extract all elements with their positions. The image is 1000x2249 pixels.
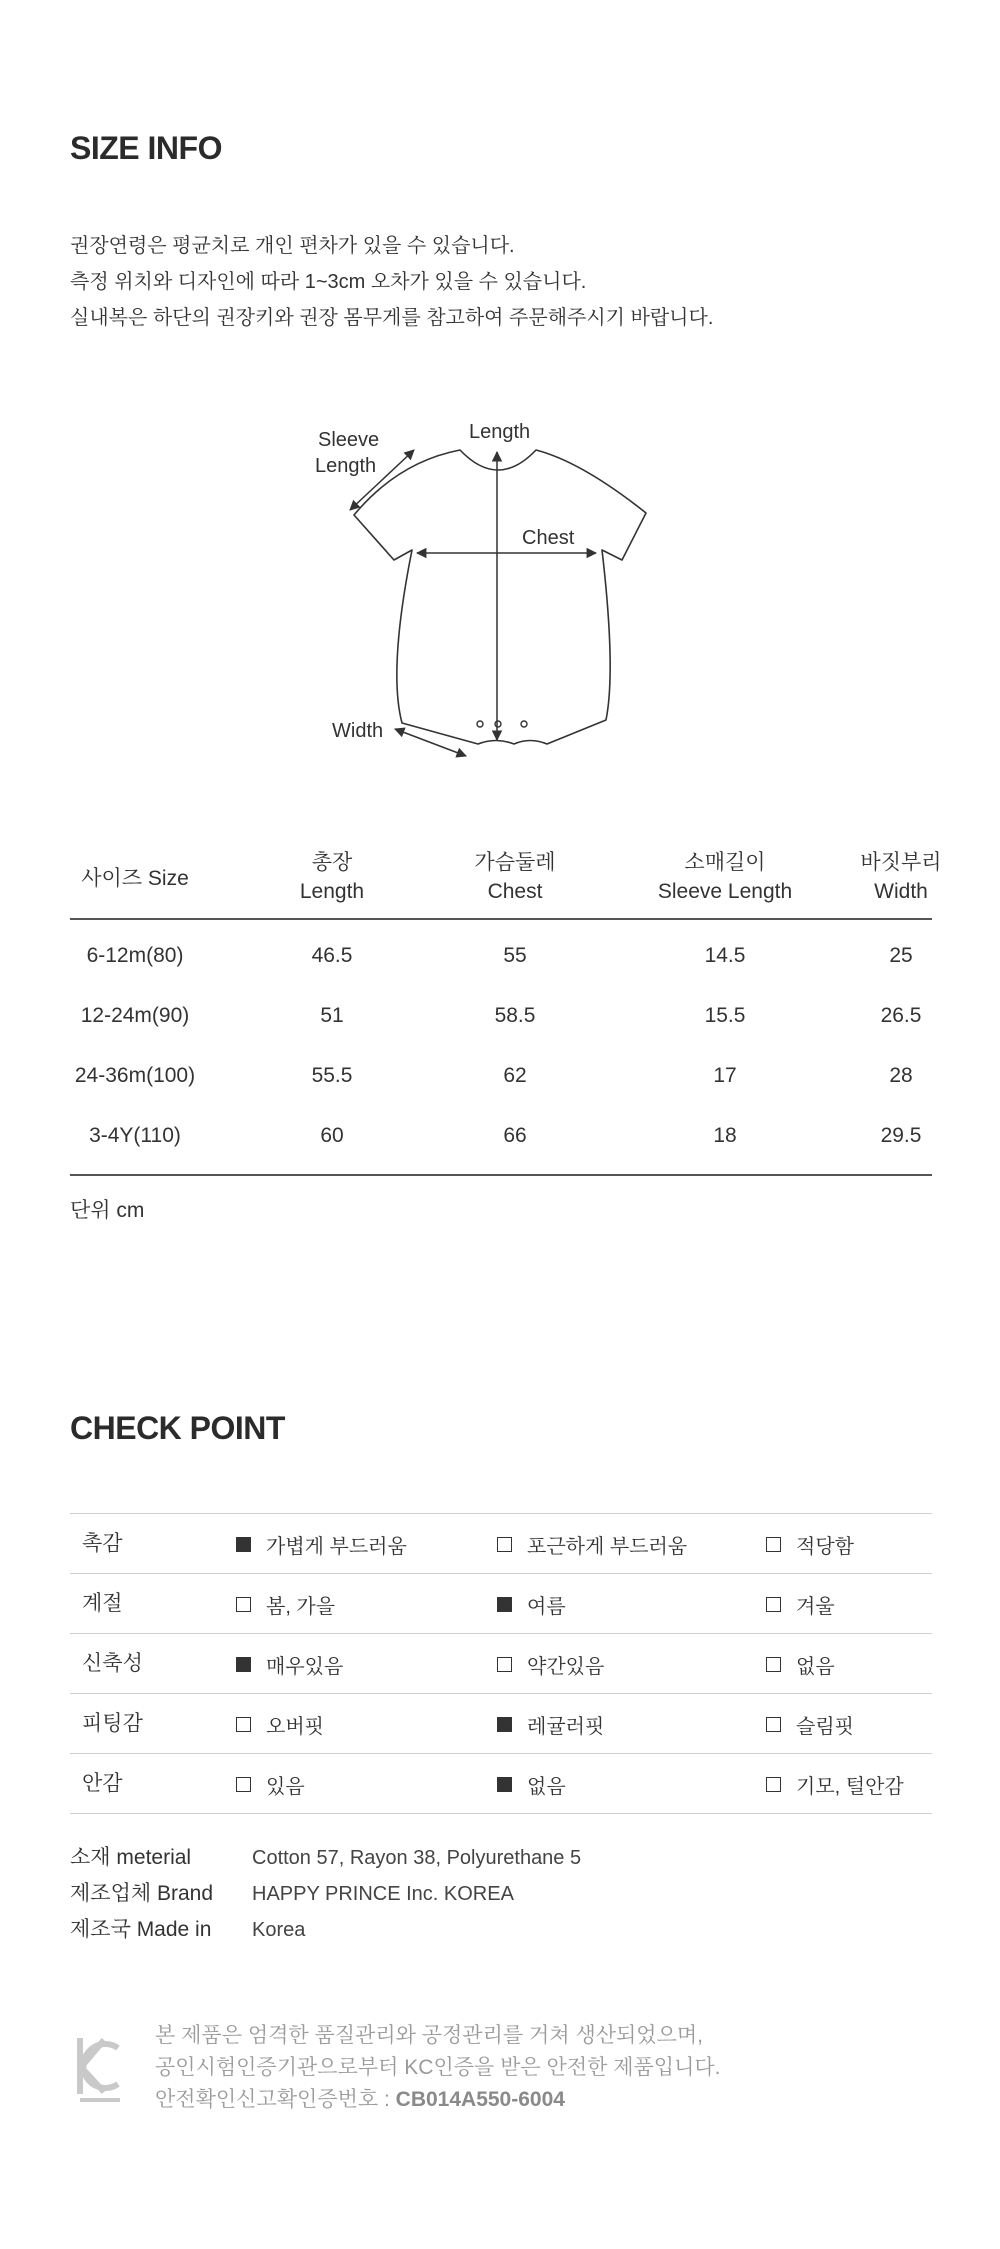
checked-box-icon	[497, 1777, 512, 1792]
kc-mark-icon	[74, 2034, 126, 2106]
checked-box-icon	[236, 1537, 251, 1552]
check-option: 슬림핏	[766, 1694, 854, 1754]
checked-box-icon	[236, 1657, 251, 1672]
kc-line: 공인시험인증기관으로부터 KC인증을 받은 안전한 제품입니다.	[155, 2056, 721, 2079]
info-value: Cotton 57, Rayon 38, Polyurethane 5	[252, 1847, 582, 1869]
sleeve-length-cell: 15.5	[704, 1004, 746, 1027]
kc-line: 안전확인신고확인증번호 : CB014A550-6004	[155, 2088, 565, 2111]
check-row-lining	[70, 1754, 932, 1814]
info-value: Korea	[252, 1919, 306, 1941]
check-row-label: 안감	[82, 1772, 123, 1795]
length-cell: 46.5	[311, 944, 353, 967]
sleeve-length-cell: 17	[713, 1064, 737, 1087]
header-chest: 가슴둘레 Chest	[474, 851, 556, 903]
info-label: 소재 meterial	[70, 1846, 192, 1869]
check-point-table	[70, 1513, 932, 1814]
unchecked-box-icon	[497, 1657, 512, 1672]
romper-measurement-diagram	[300, 410, 680, 770]
table-row	[70, 1106, 932, 1166]
length-cell: 60	[320, 1124, 344, 1147]
width-cell: 26.5	[880, 1004, 922, 1027]
info-row-material	[70, 1840, 770, 1876]
check-option: 겨울	[766, 1574, 835, 1634]
unchecked-box-icon	[766, 1657, 781, 1672]
width-arrow	[395, 729, 466, 756]
check-row-fit	[70, 1694, 932, 1754]
check-point-title: CHECK POINT	[70, 1410, 285, 1446]
header-sleeve-length: 소매길이 Sleeve Length	[657, 851, 793, 903]
info-label: 제조업체 Brand	[70, 1882, 214, 1905]
info-value: HAPPY PRINCE Inc. KOREA	[252, 1883, 514, 1905]
header-width: 바짓부리 Width	[860, 851, 942, 903]
chest-cell: 58.5	[494, 1004, 536, 1027]
size-note: 실내복은 하단의 권장키와 권장 몸무게를 참고하여 주문해주시기 바랍니다.	[70, 307, 714, 329]
header-size: 사이즈 Size	[81, 867, 189, 890]
size-cell: 6-12m(80)	[86, 944, 184, 967]
check-option: 오버핏	[236, 1694, 324, 1754]
size-note: 측정 위치와 디자인에 따라 1~3cm 오차가 있을 수 있습니다.	[70, 271, 587, 293]
diagram-label-chest: Chest	[522, 527, 575, 549]
check-option: 매우있음	[236, 1634, 343, 1694]
length-cell: 51	[320, 1004, 344, 1027]
length-cell: 55.5	[311, 1064, 353, 1087]
romper-outline	[354, 450, 646, 744]
size-table-header	[70, 848, 942, 920]
chest-cell: 62	[503, 1064, 527, 1087]
unchecked-box-icon	[236, 1717, 251, 1732]
info-label: 제조국 Made in	[70, 1918, 212, 1941]
width-cell: 29.5	[880, 1124, 922, 1147]
check-option: 적당함	[766, 1514, 854, 1574]
check-row-label: 촉감	[82, 1532, 123, 1555]
check-option: 레귤러핏	[497, 1694, 604, 1754]
size-cell: 24-36m(100)	[74, 1064, 196, 1087]
unchecked-box-icon	[236, 1777, 251, 1792]
table-row	[70, 1046, 932, 1106]
unchecked-box-icon	[236, 1597, 251, 1612]
check-option: 없음	[497, 1754, 566, 1814]
unchecked-box-icon	[766, 1777, 781, 1792]
size-table	[70, 848, 942, 1176]
size-cell: 12-24m(90)	[80, 1004, 190, 1027]
check-option: 기모, 털안감	[766, 1754, 904, 1814]
size-note: 권장연령은 평균치로 개인 편차가 있을 수 있습니다.	[70, 235, 515, 257]
check-row-label: 신축성	[82, 1652, 143, 1675]
diagram-label-sleeve-length: Length	[315, 455, 377, 477]
check-option: 여름	[497, 1574, 566, 1634]
check-option: 가볍게 부드러움	[236, 1514, 407, 1574]
diagram-label-length: Length	[469, 421, 531, 443]
sleeve-length-cell: 14.5	[704, 944, 746, 967]
chest-cell: 55	[503, 944, 527, 967]
check-row-label: 계절	[82, 1592, 123, 1615]
info-row-brand	[70, 1876, 770, 1912]
kc-line: 본 제품은 엄격한 품질관리와 공정관리를 거쳐 생산되었으며,	[155, 2024, 703, 2047]
kc-cert-number: CB014A550-6004	[395, 2088, 565, 2111]
diagram-label-sleeve: Sleeve	[318, 429, 380, 451]
width-cell: 25	[889, 944, 913, 967]
header-length: 총장 Length	[299, 851, 365, 903]
checked-box-icon	[497, 1717, 512, 1732]
unchecked-box-icon	[766, 1717, 781, 1732]
table-row	[70, 986, 932, 1046]
check-option: 포근하게 부드러움	[497, 1514, 687, 1574]
check-option: 봄, 가을	[236, 1574, 335, 1634]
kc-certification-text	[155, 2020, 721, 2116]
sleeve-length-cell: 18	[713, 1124, 737, 1147]
chest-cell: 66	[503, 1124, 527, 1147]
size-cell: 3-4Y(110)	[89, 1124, 181, 1147]
unchecked-box-icon	[766, 1537, 781, 1552]
size-table-body	[70, 920, 932, 1176]
check-row-stretch	[70, 1634, 932, 1694]
diagram-label-width: Width	[332, 720, 384, 742]
table-row	[70, 926, 932, 986]
check-option: 있음	[236, 1754, 305, 1814]
check-option: 없음	[766, 1634, 835, 1694]
unit-label: 단위 cm	[70, 1199, 145, 1222]
size-info-title: SIZE INFO	[70, 130, 222, 166]
unchecked-box-icon	[497, 1537, 512, 1552]
width-cell: 28	[889, 1064, 913, 1087]
unchecked-box-icon	[766, 1597, 781, 1612]
size-notes	[70, 228, 713, 336]
product-info	[70, 1840, 770, 1948]
check-option: 약간있음	[497, 1634, 604, 1694]
info-row-made-in	[70, 1912, 770, 1948]
check-row-texture	[70, 1514, 932, 1574]
check-row-season	[70, 1574, 932, 1634]
check-row-label: 피팅감	[82, 1712, 143, 1735]
checked-box-icon	[497, 1597, 512, 1612]
